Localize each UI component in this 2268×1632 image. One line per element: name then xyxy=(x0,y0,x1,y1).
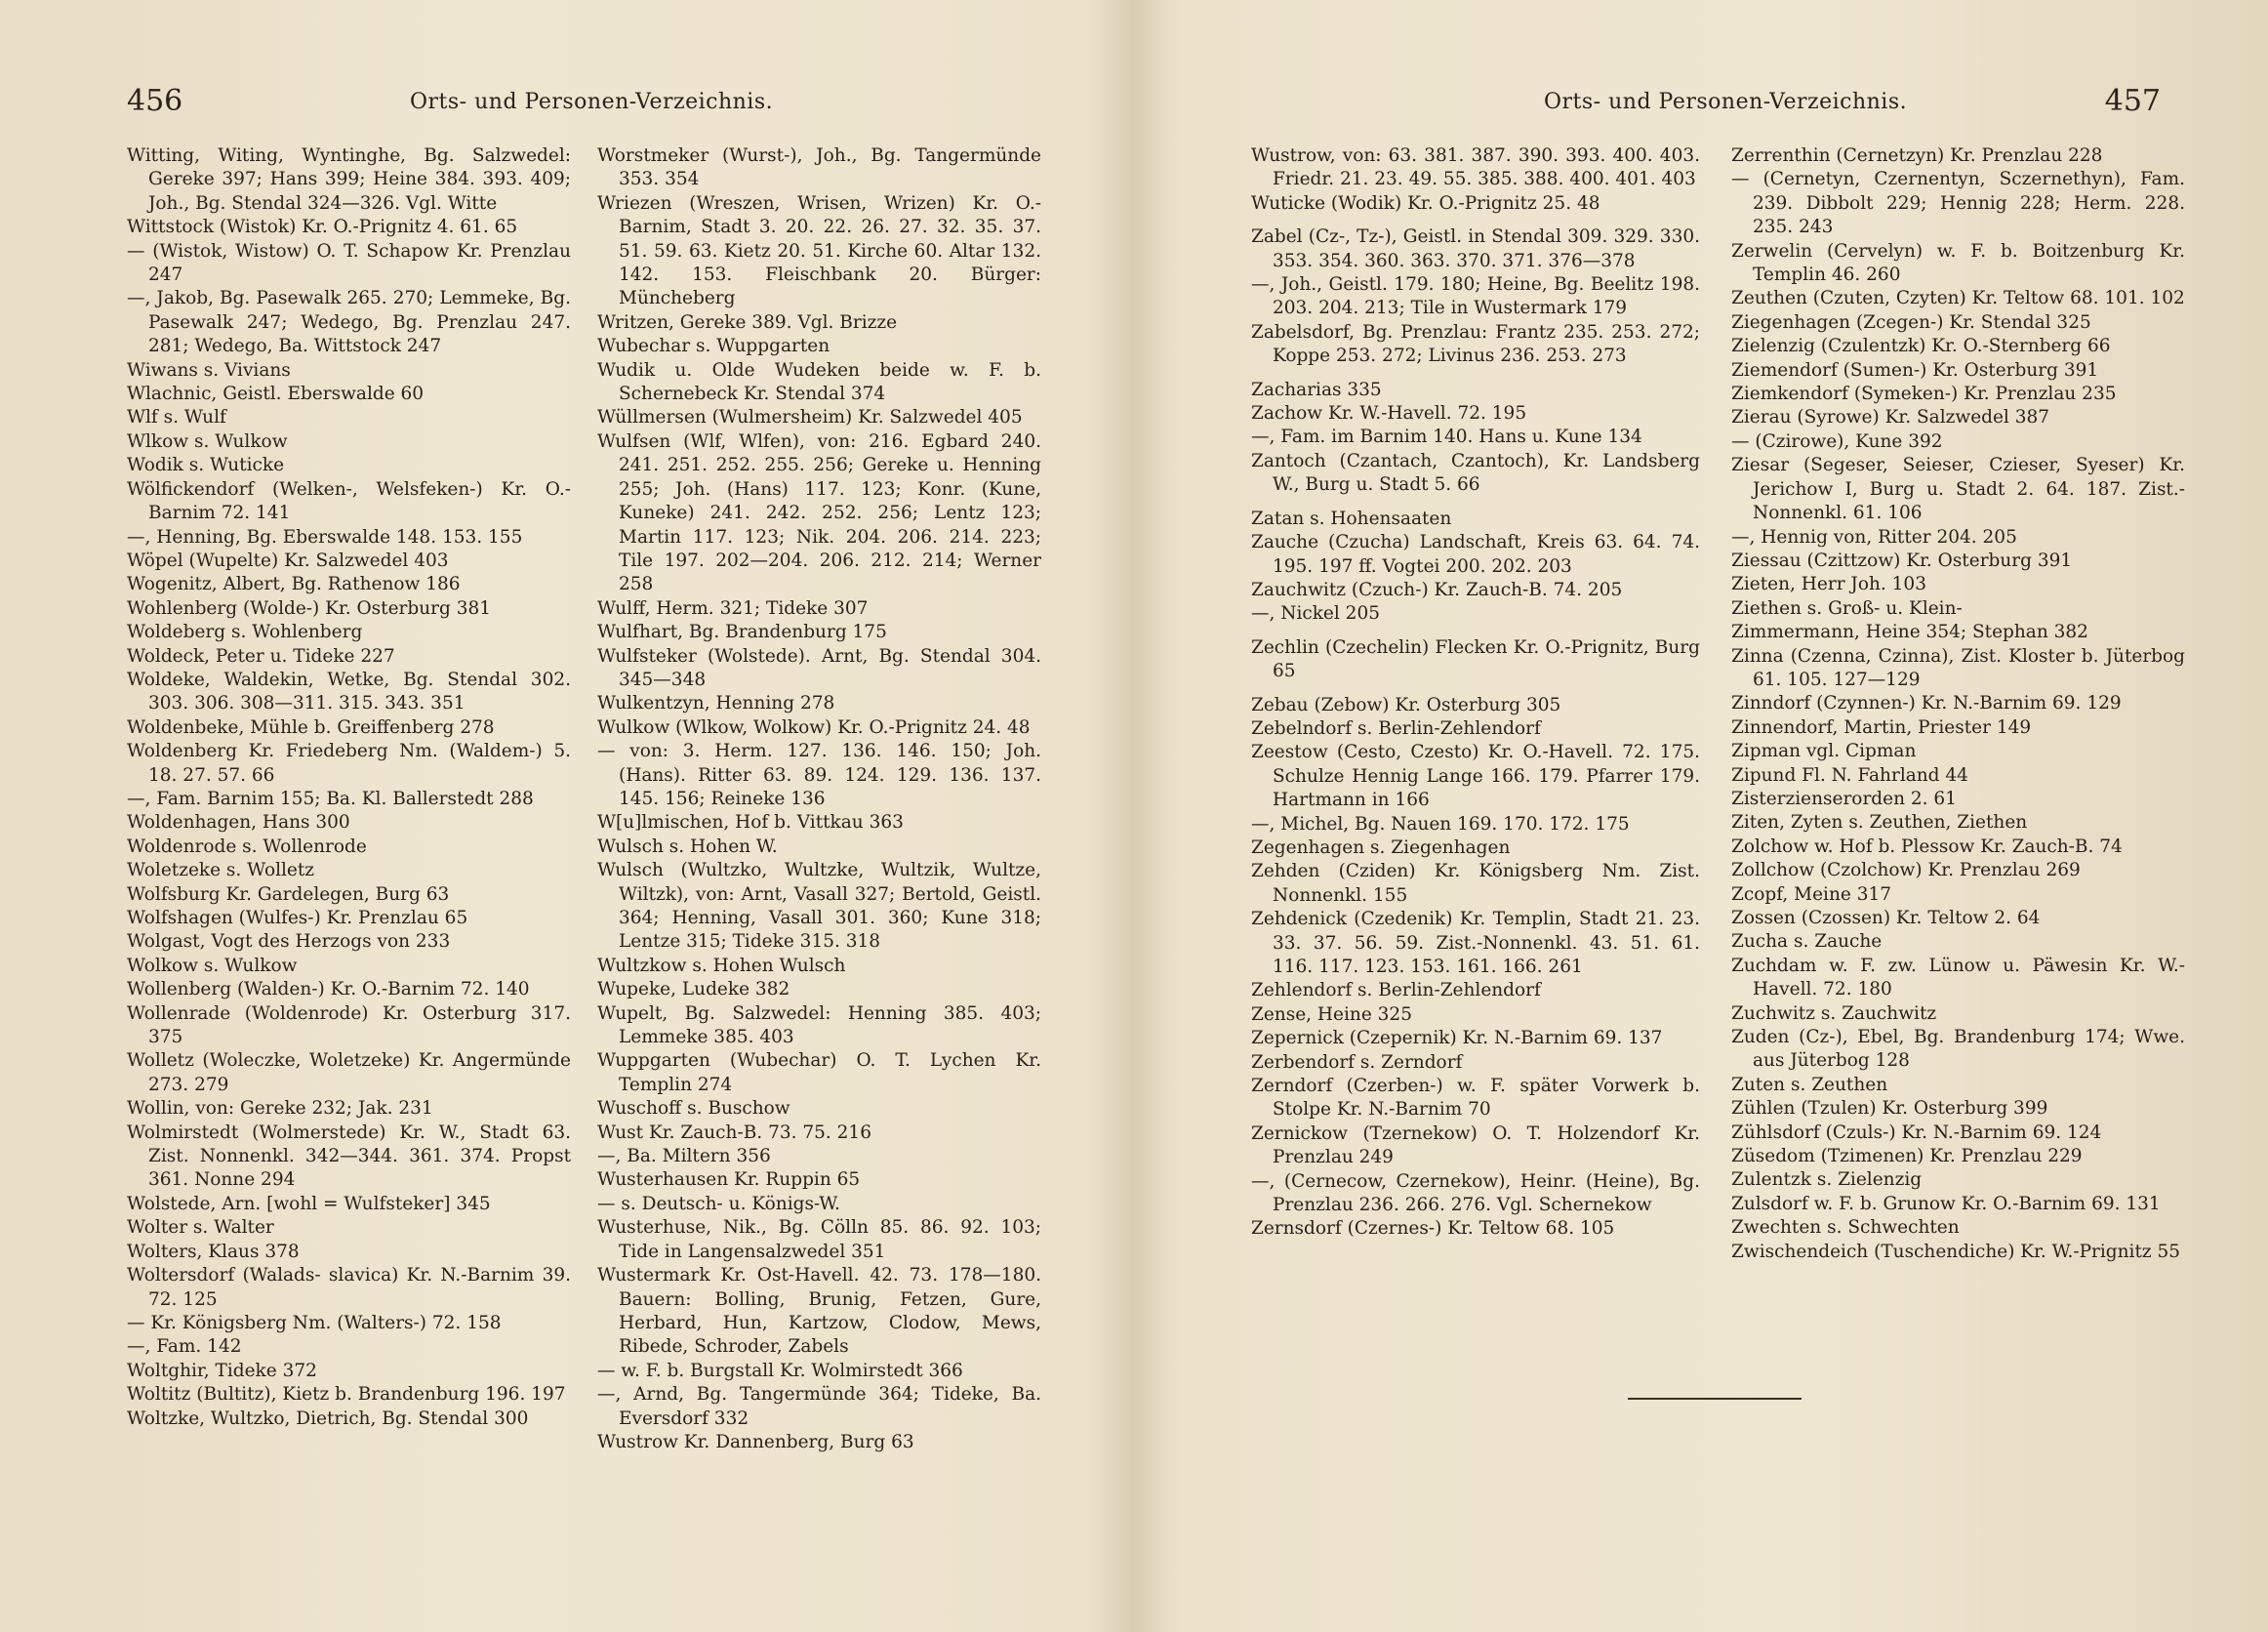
index-entry: Wolter s. Walter xyxy=(127,1217,274,1239)
index-entry: Writzen, Gereke 389. Vgl. Brizze xyxy=(597,311,898,333)
index-entry: Woldenhagen, Hans 300 xyxy=(127,812,350,834)
index-entry: Zacharias 335 xyxy=(1251,379,1382,400)
index-entry: —, Fam. Barnim 155; Ba. Kl. Ballerstedt 288 xyxy=(127,788,534,809)
index-entry: Zauche (Czucha) Landschaft, Kreis 63. 64. 74. 195. 197 ff. Vogtei 200. 202. 203 xyxy=(1251,532,1700,577)
index-entry: Ziemkendorf (Symeken-) Kr. Prenzlau 235 xyxy=(1731,384,2117,405)
index-entry: Zimmermann, Heine 354; Stephan 382 xyxy=(1731,622,2088,643)
index-entry: — s. Deutsch- u. Königs-W. xyxy=(597,1193,840,1214)
index-entry: Zuten s. Zeuthen xyxy=(1731,1074,1888,1095)
index-entry: Zollchow (Czolchow) Kr. Prenzlau 269 xyxy=(1731,860,2081,881)
index-entry: Woldenrode s. Wollenrode xyxy=(127,836,367,857)
index-entry: Wolletz (Woleczke, Woletzeke) Kr. Angermünde 273. 279 xyxy=(127,1050,571,1095)
index-entry: Woldenbeke, Mühle b. Greiffenberg 278 xyxy=(127,716,495,738)
index-entry: Wolfshagen (Wulfes-) Kr. Prenzlau 65 xyxy=(127,908,468,928)
index-entry: Wollin, von: Gereke 232; Jak. 231 xyxy=(127,1098,433,1120)
index-entry: Wollenberg (Walden-) Kr. O.-Barnim 72. 140 xyxy=(127,979,530,1000)
index-entry: Wupelt, Bg. Salzwedel: Henning 385. 403; Lemmeke 385. 403 xyxy=(597,1002,1041,1048)
index-entry: Zatan s. Hohensaaten xyxy=(1251,508,1452,529)
index-entry: —, Nickel 205 xyxy=(1251,603,1380,625)
index-entry: Wittstock (Wistok) Kr. O.-Prignitz 4. 61. 65 xyxy=(127,217,518,238)
index-entry: Wubechar s. Wuppgarten xyxy=(597,336,830,357)
index-entry: Wodik s. Wuticke xyxy=(127,455,285,476)
index-entry: —, Ba. Miltern 356 xyxy=(597,1146,771,1167)
index-entry: —, Henning, Bg. Eberswalde 148. 153. 155 xyxy=(127,526,523,548)
index-entry: — (Cernetyn, Czernentyn, Sczernethyn), Fam. 239. Dibbolt 229; Hennig 228; Herm. 228. 235. 243 xyxy=(1731,169,2185,238)
index-entry: — von: 3. Herm. 127. 136. 146. 150; Joh. (Hans). Ritter 63. 89. 124. 129. 136. 137. 145. 156; Reineke 136 xyxy=(597,741,1041,809)
right-page xyxy=(1134,0,2268,1632)
index-entry: Zerndorf (Czerben-) w. F. später Vorwerk b. Stolpe Kr. N.-Barnim 70 xyxy=(1251,1076,1700,1121)
index-entry: Zossen (Czossen) Kr. Teltow 2. 64 xyxy=(1731,908,2041,928)
index-entry: Woletzeke s. Wolletz xyxy=(127,860,315,881)
index-entry: Wlkow s. Wulkow xyxy=(127,430,288,452)
index-entry: Wust Kr. Zauch-B. 73. 75. 216 xyxy=(597,1122,871,1143)
page-number: 457 xyxy=(2104,84,2161,118)
index-column xyxy=(1731,144,2185,1264)
index-entry: Wusterhuse, Nik., Bg. Cölln 85. 86. 92. 103; Tide in Langensalzwedel 351 xyxy=(597,1217,1041,1262)
index-entry: Zuden (Cz-), Ebel, Bg. Brandenburg 174; Wwe. aus Jüterbog 128 xyxy=(1731,1027,2185,1072)
index-entry: Zeuthen (Czuten, Czyten) Kr. Teltow 68. 101. 102 xyxy=(1731,288,2185,309)
index-entry: Zwechten s. Schwechten xyxy=(1731,1217,1960,1239)
index-entry: Wollenrade (Woldenrode) Kr. Osterburg 317. 375 xyxy=(127,1002,571,1048)
index-entry: — (Wistok, Wistow) O. T. Schapow Kr. Prenzlau 247 xyxy=(127,240,571,286)
index-entry: Wuticke (Wodik) Kr. O.-Prignitz 25. 48 xyxy=(1251,192,1600,214)
index-entry: Wriezen (Wreszen, Wrisen, Wrizen) Kr. O.-Barnim, Stadt 3. 20. 22. 26. 27. 32. 35. 37. 51. 59. 63. Kietz 20. 51. Kirche 60. Altar 132. 142. 153. Fleischbank 20. Bürger: Müncheberg xyxy=(597,192,1041,309)
index-column xyxy=(127,144,571,1431)
index-entry: Wulfsteker (Wolstede). Arnt, Bg. Stendal 304. 345—348 xyxy=(597,645,1041,690)
index-entry: Wolstede, Arn. [wohl = Wulfsteker] 345 xyxy=(127,1193,491,1214)
index-entry: Zinnendorf, Martin, Priester 149 xyxy=(1731,716,2032,738)
index-entry: Zabel (Cz-, Tz-), Geistl. in Stendal 309. 329. 330. 353. 354. 360. 363. 370. 371. 376—378 xyxy=(1251,226,1700,271)
page-number: 456 xyxy=(127,84,183,118)
index-entry: Worstmeker (Wurst-), Joh., Bg. Tangermünde 353. 354 xyxy=(597,145,1041,190)
index-entry: Wulff, Herm. 321; Tideke 307 xyxy=(597,597,869,619)
index-entry: Zcopf, Meine 317 xyxy=(1731,883,1892,905)
index-entry: Witting, Witing, Wyntinghe, Bg. Salzwedel: Gereke 397; Hans 399; Heine 384. 393. 409; Joh., Bg. Stendal 324—326. Vgl. Witte xyxy=(127,145,571,214)
index-entry: Zulentzk s. Zielenzig xyxy=(1731,1169,1923,1191)
index-entry: —, Jakob, Bg. Pasewalk 265. 270; Lemmeke, Bg. Pasewalk 247; Wedego, Bg. Prenzlau 247. 281; Wedego, Ba. Wittstock 247 xyxy=(127,288,571,357)
index-entry: Zauchwitz (Czuch-) Kr. Zauch-B. 74. 205 xyxy=(1251,579,1623,600)
index-entry: Wolfsburg Kr. Gardelegen, Burg 63 xyxy=(127,883,450,905)
index-entry: Zabelsdorf, Bg. Prenzlau: Frantz 235. 253. 272; Koppe 253. 272; Livinus 236. 253. 273 xyxy=(1251,321,1700,367)
index-entry: Wulfsen (Wlf, Wlfen), von: 216. Egbard 240. 241. 251. 252. 255. 256; Gereke u. Henning 255; Joh. (Hans) 117. 123; Konr. (Kune, Kuneke) 241. 242. 252. 256; Lentz 123; Martin 117. 123; Nik. 204. 206. 214. 223; Tile 197. 202—204. 206. 212. 214; Werner 258 xyxy=(597,430,1041,595)
index-entry: Ziethen s. Groß- u. Klein- xyxy=(1731,597,1963,619)
index-entry: Zebau (Zebow) Kr. Osterburg 305 xyxy=(1251,694,1561,715)
index-entry: Zucha s. Zauche xyxy=(1731,931,1883,953)
index-entry: Wüllmersen (Wulmersheim) Kr. Salzwedel 405 xyxy=(597,407,1023,428)
index-entry: — Kr. Königsberg Nm. (Walters-) 72. 158 xyxy=(127,1312,502,1333)
end-rule xyxy=(1628,1398,1802,1400)
index-entry: Zwischendeich (Tuschendiche) Kr. W.-Prignitz 55 xyxy=(1731,1241,2181,1262)
index-entry: —, (Cernecow, Czernekow), Heinr. (Heine), Bg. Prenzlau 236. 266. 276. Vgl. Schernekow xyxy=(1251,1170,1700,1216)
index-entry: Wulsch (Wultzko, Wultzke, Wultzik, Wultze, Wiltzk), von: Arnt, Vasall 327; Bertold, Geistl. 364; Henning, Vasall 301. 360; Kune 318; Lentze 315; Tideke 315. 318 xyxy=(597,860,1041,953)
index-entry: Wustrow, von: 63. 381. 387. 390. 393. 400. 403. Friedr. 21. 23. 49. 55. 385. 388. 400. 401. 403 xyxy=(1251,145,1700,190)
index-entry: Wulfhart, Bg. Brandenburg 175 xyxy=(597,622,887,643)
index-entry: Zechlin (Czechelin) Flecken Kr. O.-Prignitz, Burg 65 xyxy=(1251,636,1700,682)
index-entry: Wusterhausen Kr. Ruppin 65 xyxy=(597,1169,861,1191)
index-entry: Zierau (Syrowe) Kr. Salzwedel 387 xyxy=(1731,407,2050,428)
index-entry: Zieten, Herr Joh. 103 xyxy=(1731,574,1926,595)
index-entry: Zerbendorf s. Zerndorf xyxy=(1251,1051,1463,1073)
index-entry: Zisterzienserorden 2. 61 xyxy=(1731,788,1957,809)
index-entry: Wultzkow s. Hohen Wulsch xyxy=(597,955,846,976)
index-entry: Zulsdorf w. F. b. Grunow Kr. O.-Barnim 69. 131 xyxy=(1731,1193,2161,1214)
index-entry: Zinndorf (Czynnen-) Kr. N.-Barnim 69. 129 xyxy=(1731,693,2122,714)
index-entry: Ziessau (Czittzow) Kr. Osterburg 391 xyxy=(1731,550,2073,571)
index-entry: Wolgast, Vogt des Herzogs von 233 xyxy=(127,931,451,953)
index-entry: Wulkentzyn, Henning 278 xyxy=(597,693,835,714)
index-entry: Zipman vgl. Cipman xyxy=(1731,741,1917,762)
index-entry: Wupeke, Ludeke 382 xyxy=(597,979,790,1000)
index-entry: Zerwelin (Cervelyn) w. F. b. Boitzenburg Kr. Templin 46. 260 xyxy=(1731,240,2185,286)
index-entry: Zühlsdorf (Czuls-) Kr. N.-Barnim 69. 124 xyxy=(1731,1122,2102,1143)
running-head: Orts- und Personen-Verzeichnis. xyxy=(410,90,774,114)
index-entry: Zegenhagen s. Ziegenhagen xyxy=(1251,836,1511,858)
index-entry: — w. F. b. Burgstall Kr. Wolmirstedt 366 xyxy=(597,1360,963,1381)
index-entry: Wohlenberg (Wolde-) Kr. Osterburg 381 xyxy=(127,597,492,619)
index-entry: Wustermark Kr. Ost-Havell. 42. 73. 178—180. Bauern: Bolling, Brunig, Fetzen, Gure, Herbard, Hun, Kartzow, Clodow, Mews, Ribede, Schroder, Zabels xyxy=(597,1265,1041,1358)
index-entry: Zeestow (Cesto, Czesto) Kr. O.-Havell. 72. 175. Schulze Hennig Lange 166. 179. Pfarrer 179. Hartmann in 166 xyxy=(1251,742,1700,811)
index-entry: Wuschoff s. Buschow xyxy=(597,1098,790,1120)
index-entry: —, Joh., Geistl. 179. 180; Heine, Bg. Beelitz 198. 203. 204. 213; Tile in Wustermark 179 xyxy=(1251,274,1700,319)
index-entry: W[u]lmischen, Hof b. Vittkau 363 xyxy=(597,812,904,834)
index-entry: Zantoch (Czantach, Czantoch), Kr. Landsberg W., Burg u. Stadt 5. 66 xyxy=(1251,450,1700,496)
index-entry: Zühlen (Tzulen) Kr. Osterburg 399 xyxy=(1731,1098,2048,1120)
index-entry: Zachow Kr. W.-Havell. 72. 195 xyxy=(1251,403,1527,425)
index-entry: Wolmirstedt (Wolmerstede) Kr. W., Stadt 63. Zist. Nonnenkl. 342—344. 361. 374. Propst 361. Nonne 294 xyxy=(127,1122,571,1191)
index-entry: — (Czirowe), Kune 392 xyxy=(1731,430,1943,452)
index-entry: Zuchdam w. F. zw. Lünow u. Päwesin Kr. W.-Havell. 72. 180 xyxy=(1731,955,2185,1000)
index-entry: Zipund Fl. N. Fahrland 44 xyxy=(1731,764,1968,786)
index-entry: Wustrow Kr. Dannenberg, Burg 63 xyxy=(597,1431,914,1452)
index-entry: Ziten, Zyten s. Zeuthen, Ziethen xyxy=(1731,812,2028,834)
index-entry: Ziegenhagen (Zcegen-) Kr. Stendal 325 xyxy=(1731,311,2091,333)
index-entry: Wulsch s. Hohen W. xyxy=(597,836,778,857)
index-entry: Wolters, Klaus 378 xyxy=(127,1241,300,1262)
running-head: Orts- und Personen-Verzeichnis. xyxy=(1544,90,1908,114)
index-column xyxy=(597,144,1041,1454)
index-entry: Wlf s. Wulf xyxy=(127,407,226,428)
index-entry: Woltzke, Wultzko, Dietrich, Bg. Stendal 300 xyxy=(127,1408,529,1429)
index-entry: Woltersdorf (Walads- slavica) Kr. N.-Barnim 39. 72. 125 xyxy=(127,1265,571,1310)
index-entry: Wogenitz, Albert, Bg. Rathenow 186 xyxy=(127,574,461,595)
index-entry: Woldeke, Waldekin, Wetke, Bg. Stendal 302. 303. 306. 308—311. 315. 343. 351 xyxy=(127,669,571,714)
index-entry: Wöpel (Wupelte) Kr. Salzwedel 403 xyxy=(127,550,449,571)
index-entry: Zuchwitz s. Zauchwitz xyxy=(1731,1002,1937,1024)
index-entry: —, Arnd, Bg. Tangermünde 364; Tideke, Ba. Eversdorf 332 xyxy=(597,1384,1041,1429)
index-entry: Ziesar (Segeser, Seieser, Czieser, Syeser) Kr. Jerichow I, Burg u. Stadt 2. 64. 187. Zist.-Nonnenkl. 61. 106 xyxy=(1731,455,2185,524)
index-entry: Zernickow (Tzernekow) O. T. Holzendorf Kr. Prenzlau 249 xyxy=(1251,1122,1700,1168)
index-entry: Zebelndorf s. Berlin-Zehlendorf xyxy=(1251,717,1541,739)
index-entry: Züsedom (Tzimenen) Kr. Prenzlau 229 xyxy=(1731,1146,2083,1167)
index-entry: Wudik u. Olde Wudeken beide w. F. b. Schernebeck Kr. Stendal 374 xyxy=(597,359,1041,405)
index-entry: Zehdenick (Czedenik) Kr. Templin, Stadt 21. 23. 33. 37. 56. 59. Zist.-Nonnenkl. 43. 51. 61. 116. 117. 123. 153. 161. 166. 261 xyxy=(1251,909,1700,977)
index-entry: Zehden (Cziden) Kr. Königsberg Nm. Zist. Nonnenkl. 155 xyxy=(1251,861,1700,906)
index-entry: Wolkow s. Wulkow xyxy=(127,955,298,976)
index-entry: Woldenberg Kr. Friedeberg Nm. (Waldem-) 5. 18. 27. 57. 66 xyxy=(127,741,571,786)
index-entry: Wlachnic, Geistl. Eberswalde 60 xyxy=(127,384,425,405)
index-entry: Wölfickendorf (Welken-, Welsfeken-) Kr. O.-Barnim 72. 141 xyxy=(127,478,571,524)
index-entry: Zehlendorf s. Berlin-Zehlendorf xyxy=(1251,980,1541,1001)
index-entry: —, Fam. im Barnim 140. Hans u. Kune 134 xyxy=(1251,427,1642,448)
index-entry: Woldeck, Peter u. Tideke 227 xyxy=(127,645,395,667)
index-entry: Zerrenthin (Cernetzyn) Kr. Prenzlau 228 xyxy=(1731,145,2103,166)
index-entry: —, Hennig von, Ritter 204. 205 xyxy=(1731,526,2017,548)
index-entry: Zepernick (Czepernik) Kr. N.-Barnim 69. 137 xyxy=(1251,1028,1663,1049)
index-entry: —, Michel, Bg. Nauen 169. 170. 172. 175 xyxy=(1251,813,1630,835)
index-entry: Ziemendorf (Sumen-) Kr. Osterburg 391 xyxy=(1731,359,2099,381)
index-entry: Zolchow w. Hof b. Plessow Kr. Zauch-B. 74 xyxy=(1731,836,2123,857)
index-entry: Zense, Heine 325 xyxy=(1251,1003,1412,1025)
index-entry: Woltitz (Bultitz), Kietz b. Brandenburg 196. 197 xyxy=(127,1384,566,1406)
index-entry: Wulkow (Wlkow, Wolkow) Kr. O.-Prignitz 24. 48 xyxy=(597,716,1031,738)
index-column xyxy=(1251,144,1700,1242)
index-entry: —, Fam. 142 xyxy=(127,1336,242,1358)
index-entry: Woldeberg s. Wohlenberg xyxy=(127,622,363,643)
index-entry: Zielenzig (Czulentzk) Kr. O.-Sternberg 66 xyxy=(1731,336,2111,357)
index-entry: Woltghir, Tideke 372 xyxy=(127,1360,317,1381)
index-entry: Wiwans s. Vivians xyxy=(127,359,291,381)
index-entry: Zinna (Czenna, Czinna), Zist. Kloster b. Jüterbog 61. 105. 127—129 xyxy=(1731,645,2185,690)
index-entry: Wuppgarten (Wubechar) O. T. Lychen Kr. Templin 274 xyxy=(597,1050,1041,1095)
index-entry: Zernsdorf (Czernes-) Kr. Teltow 68. 105 xyxy=(1251,1218,1615,1240)
